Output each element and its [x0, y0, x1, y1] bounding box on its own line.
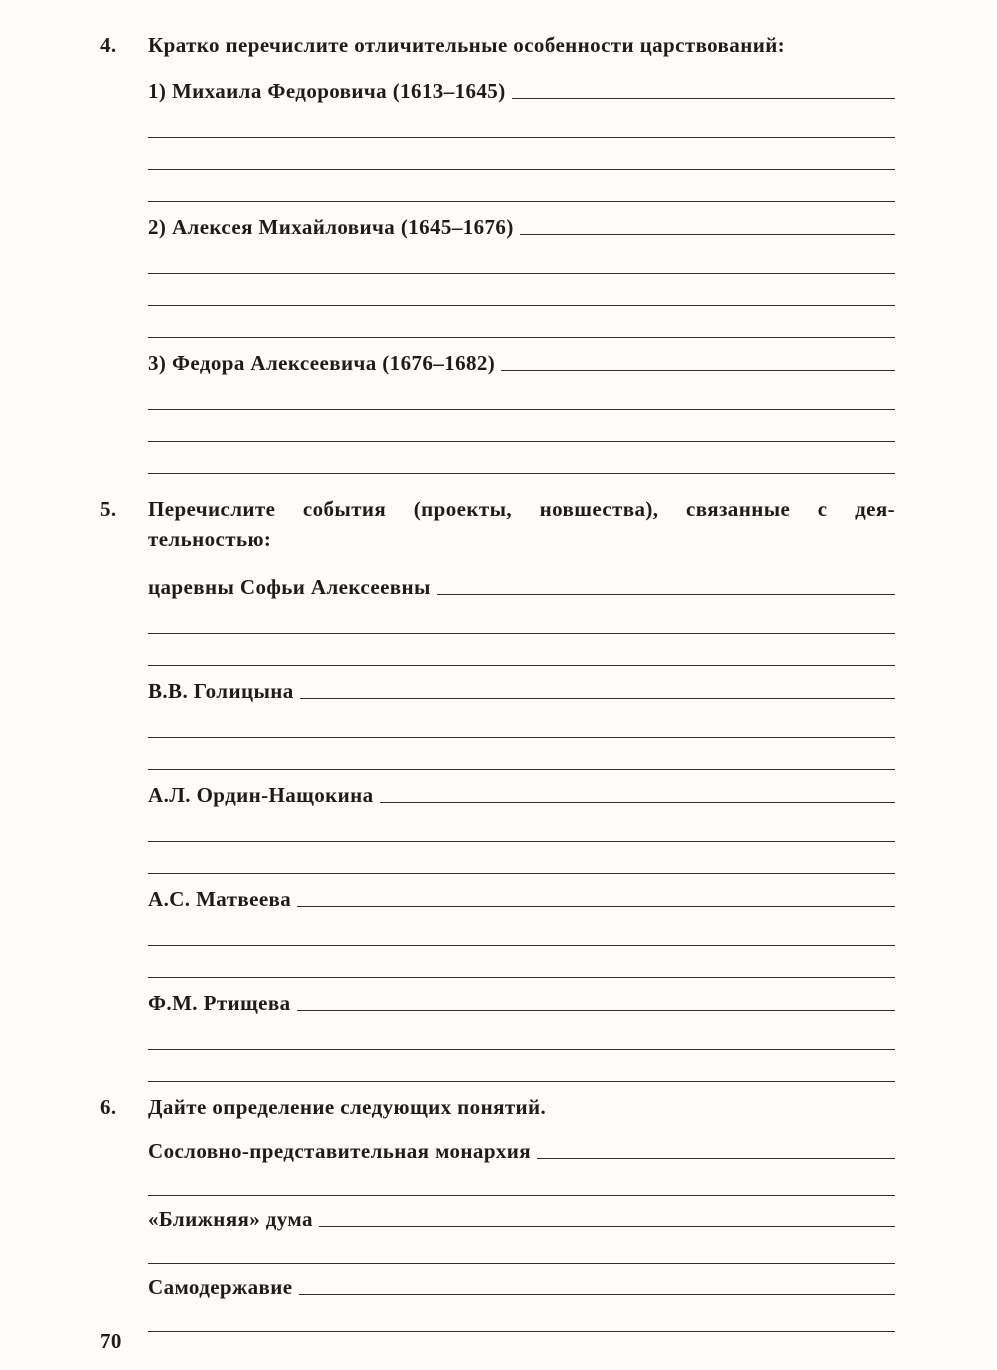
- answer-line: [297, 906, 895, 907]
- answer-line: [148, 1234, 895, 1264]
- answer-line: [148, 170, 895, 202]
- answer-line: [512, 98, 895, 99]
- answer-line: [501, 370, 895, 371]
- answer-line: [148, 634, 895, 666]
- page-number: 70: [100, 1329, 122, 1353]
- entry-label-row: [148, 978, 895, 1018]
- question-4-body: [148, 30, 895, 474]
- answer-line: [148, 242, 895, 274]
- answer-line: [148, 1050, 895, 1082]
- question-6-body: [148, 1092, 895, 1332]
- item-label-row: [148, 66, 895, 106]
- entry-label-row: [148, 1264, 895, 1302]
- question-number: 6.: [100, 1095, 117, 1119]
- answer-line: [148, 1166, 895, 1196]
- question-5: [100, 494, 895, 1082]
- answer-line: [148, 410, 895, 442]
- q5-entry-golitsyn: [148, 666, 895, 770]
- item-label: 2) Алексея Михайловича (1645–1676): [148, 215, 514, 239]
- q4-item-2: [148, 202, 895, 338]
- entry-label: Ф.М. Ртищева: [148, 991, 291, 1015]
- question-prompt-line-1: Перечислите события (проекты, новшества), связанные с дея-: [148, 497, 895, 521]
- q4-item-3: [148, 338, 895, 474]
- answer-line: [319, 1226, 895, 1227]
- q4-item-1: [148, 66, 895, 202]
- answer-line: [520, 234, 895, 235]
- item-label-row: [148, 202, 895, 242]
- q5-entry-sofya: [148, 562, 895, 666]
- question-5-body: [148, 494, 895, 1082]
- question-prompt: Кратко перечислите отличительные особенности царствований:: [148, 33, 786, 57]
- answer-line: [148, 810, 895, 842]
- entry-label-row: [148, 1196, 895, 1234]
- entry-label-row: [148, 874, 895, 914]
- answer-line: [148, 274, 895, 306]
- answer-line: [148, 738, 895, 770]
- item-label: 3) Федора Алексеевича (1676–1682): [148, 351, 496, 375]
- entry-label: Сословно-представительная монархия: [148, 1139, 532, 1163]
- entry-label: А.С. Матвеева: [148, 887, 292, 911]
- answer-line: [148, 378, 895, 410]
- answer-line: [148, 1018, 895, 1050]
- answer-line: [148, 306, 895, 338]
- item-label: 1) Михаила Федоровича (1613–1645): [148, 79, 506, 103]
- entry-label: «Ближняя» дума: [148, 1207, 313, 1231]
- answer-line: [437, 594, 895, 595]
- answer-line: [148, 106, 895, 138]
- answer-line: [148, 706, 895, 738]
- answer-line: [299, 1294, 896, 1295]
- q5-entry-ordin-nashchokin: [148, 770, 895, 874]
- q6-entry-autocracy: [148, 1264, 895, 1332]
- answer-line: [148, 138, 895, 170]
- answer-line: [300, 698, 895, 699]
- entry-label-row: [148, 770, 895, 810]
- q5-entry-matveev: [148, 874, 895, 978]
- answer-line: [148, 842, 895, 874]
- answer-line: [148, 602, 895, 634]
- question-4: [100, 30, 895, 474]
- q6-entry-monarchy: [148, 1128, 895, 1196]
- entry-label-row: [148, 666, 895, 706]
- entry-label: В.В. Голицына: [148, 679, 294, 703]
- answer-line: [148, 914, 895, 946]
- entry-label-row: [148, 1128, 895, 1166]
- entry-label: царевны Софьи Алексеевны: [148, 575, 431, 599]
- question-prompt-line-2: тельностью:: [148, 527, 272, 551]
- answer-line: [297, 1010, 895, 1011]
- question-number: 5.: [100, 497, 117, 521]
- answer-line: [537, 1158, 895, 1159]
- entry-label-row: [148, 562, 895, 602]
- question-6: [100, 1092, 895, 1332]
- entry-label: А.Л. Ордин-Нащокина: [148, 783, 374, 807]
- q5-entry-rtishchev: [148, 978, 895, 1082]
- answer-line: [148, 1302, 895, 1332]
- answer-line: [148, 442, 895, 474]
- item-label-row: [148, 338, 895, 378]
- answer-line: [380, 802, 895, 803]
- q6-entry-duma: [148, 1196, 895, 1264]
- entry-label: Самодержавие: [148, 1275, 293, 1299]
- answer-line: [148, 946, 895, 978]
- question-prompt: Дайте определение следующих понятий.: [148, 1095, 547, 1119]
- question-number: 4.: [100, 33, 117, 57]
